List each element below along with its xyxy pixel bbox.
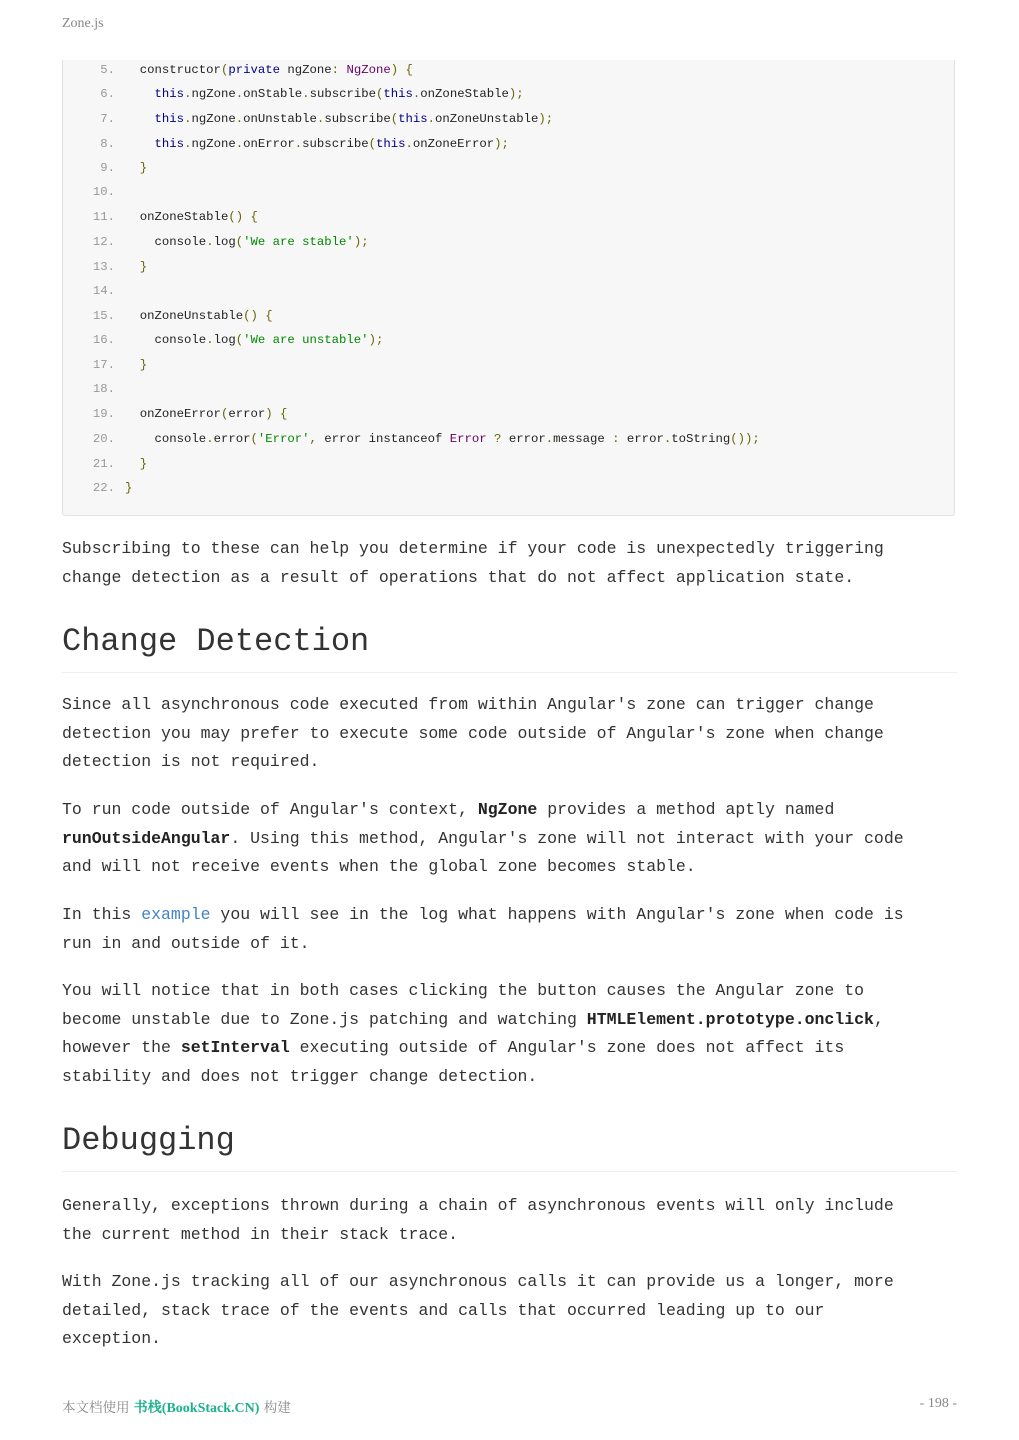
- code-token: this: [154, 137, 185, 151]
- code-line: [63, 330, 383, 350]
- code-token: .: [427, 112, 436, 126]
- code-token: Error: [449, 432, 487, 446]
- page-number: - 198 -: [919, 1396, 957, 1411]
- code-token: error: [213, 432, 251, 446]
- code-token: (: [375, 87, 384, 101]
- code-token: constructor: [139, 63, 221, 77]
- code-token: .: [405, 137, 413, 151]
- code-token: .: [545, 432, 554, 446]
- code-token: );: [538, 112, 554, 126]
- code-token: (: [235, 333, 244, 347]
- code-token: ): [390, 63, 399, 77]
- code-token: .: [184, 112, 192, 126]
- code-token: }: [125, 481, 133, 495]
- code-token: [487, 432, 494, 446]
- code-token: onZoneError: [139, 407, 221, 421]
- code-line: [63, 404, 287, 424]
- code-token: .: [235, 112, 244, 126]
- code-token: error: [501, 432, 546, 446]
- run-outside-angular-term: runOutsideAngular: [62, 828, 231, 848]
- code-token: (): [243, 309, 258, 323]
- code-token: this: [398, 112, 428, 126]
- code-token: }: [139, 161, 148, 175]
- code-token: log: [213, 235, 236, 249]
- code-token: (: [368, 137, 376, 151]
- line-number: 11.: [92, 210, 115, 224]
- code-token: onZoneStable: [139, 210, 229, 224]
- code-token: ?: [494, 432, 502, 446]
- line-number: 6.: [100, 87, 115, 101]
- code-token: this: [383, 87, 413, 101]
- code-token: [125, 432, 155, 446]
- code-token: ngZone: [280, 63, 332, 77]
- code-token: (: [220, 407, 229, 421]
- code-token: onZoneError: [412, 137, 495, 151]
- line-number: 19.: [92, 407, 115, 421]
- code-token: toString: [671, 432, 731, 446]
- line-number: 8.: [100, 137, 115, 151]
- code-token: {: [265, 309, 273, 323]
- code-token: ngZone: [191, 87, 236, 101]
- code-line: [63, 429, 760, 449]
- code-line: [63, 379, 125, 399]
- bookstack-link[interactable]: 书栈(BookStack.CN): [133, 1401, 260, 1416]
- paragraph-run-outside: To run code outside of Angular's context, NgZone provides a method aptly named runOutsideAngular. Using this method, Angular's zone will not interact with your code and will not receive events when the global zone becomes stable.: [62, 800, 904, 876]
- code-token: [125, 235, 155, 249]
- code-token: );: [368, 333, 384, 347]
- code-token: .: [302, 87, 310, 101]
- code-token: {: [280, 407, 288, 421]
- code-line: [63, 281, 125, 301]
- code-line: [63, 257, 147, 277]
- code-token: onZoneStable: [420, 87, 509, 101]
- code-token: onUnstable: [243, 112, 317, 126]
- code-token: [125, 161, 140, 175]
- code-token: onStable: [243, 87, 303, 101]
- code-token: error instanceof: [316, 432, 450, 446]
- code-token: (: [390, 112, 399, 126]
- code-token: (: [235, 235, 244, 249]
- code-token: subscribe: [309, 87, 376, 101]
- code-token: );: [508, 87, 524, 101]
- code-token: [125, 210, 140, 224]
- code-token: console: [154, 235, 207, 249]
- code-token: this: [375, 137, 406, 151]
- heading-debugging: Debugging: [62, 1121, 957, 1172]
- code-line: [63, 134, 509, 154]
- code-token: [125, 63, 140, 77]
- code-line: [63, 158, 147, 178]
- paragraph-notice: You will notice that in both cases clicking the button causes the Angular zone to become unstable due to Zone.js patching and watching HTMLElement.prototype.onclick, however the setInterval executing outside of Angular's zone does not affect its stability and does not trigger change detection.: [62, 981, 884, 1086]
- line-number: 15.: [92, 309, 115, 323]
- code-token: ): [265, 407, 273, 421]
- code-token: console: [154, 432, 207, 446]
- code-token: 'Error': [257, 432, 310, 446]
- code-token: log: [213, 333, 236, 347]
- paragraph-zone-tracking: With Zone.js tracking all of our asynchronous calls it can provide us a longer, more detailed, stack trace of the events and calls that occurred leading up to our exception.: [62, 1272, 894, 1348]
- code-token: this: [154, 112, 185, 126]
- code-token: [125, 112, 155, 126]
- code-line: [63, 306, 273, 326]
- code-token: .: [235, 87, 244, 101]
- code-token: [125, 87, 155, 101]
- line-number: 18.: [92, 382, 115, 396]
- code-token: subscribe: [302, 137, 369, 151]
- code-token: .: [412, 87, 421, 101]
- paragraph-subscribing: Subscribing to these can help you determine if your code is unexpectedly triggering change detection as a result of operations that do not affect application state.: [62, 539, 884, 587]
- line-number: 14.: [92, 284, 115, 298]
- code-token: ngZone: [191, 112, 236, 126]
- code-line: [63, 84, 524, 104]
- code-token: [125, 457, 140, 471]
- code-token: [125, 333, 155, 347]
- code-token: NgZone: [346, 63, 391, 77]
- code-block: [62, 60, 955, 516]
- code-line: [63, 182, 125, 202]
- code-token: .: [206, 333, 214, 347]
- code-token: );: [353, 235, 369, 249]
- paragraph-example: In this example you will see in the log what happens with Angular's zone when code is run in and outside of it.: [62, 905, 904, 953]
- line-number: 9.: [100, 161, 115, 175]
- code-token: [398, 63, 405, 77]
- line-number: 17.: [92, 358, 115, 372]
- line-number: 20.: [92, 432, 115, 446]
- line-number: 7.: [100, 112, 115, 126]
- code-line: [63, 355, 147, 375]
- code-token: onError: [243, 137, 295, 151]
- code-token: .: [184, 137, 192, 151]
- code-token: .: [294, 137, 303, 151]
- code-token: message: [553, 432, 613, 446]
- code-token: }: [139, 457, 148, 471]
- paragraph-async-code: Since all asynchronous code executed from within Angular's zone can trigger change detection you may prefer to execute some code outside of Angular's zone when change detection is not required.: [62, 695, 884, 771]
- heading-change-detection: Change Detection: [62, 622, 957, 673]
- code-token: [125, 407, 140, 421]
- setinterval-term: setInterval: [180, 1038, 290, 1057]
- example-link[interactable]: example: [141, 905, 211, 924]
- code-token: onZoneUnstable: [435, 112, 539, 126]
- code-token: [125, 309, 140, 323]
- line-number: 12.: [92, 235, 115, 249]
- code-line: [63, 232, 369, 252]
- code-token: ngZone: [191, 137, 236, 151]
- code-line: [63, 207, 258, 227]
- code-token: {: [250, 210, 258, 224]
- code-token: .: [235, 137, 244, 151]
- code-token: this: [154, 87, 185, 101]
- code-token: error: [228, 407, 266, 421]
- code-token: .: [184, 87, 192, 101]
- code-token: ());: [730, 432, 760, 446]
- code-line: [63, 60, 413, 80]
- footer-credit: 本文档使用 书栈(BookStack.CN) 构建: [62, 1400, 291, 1416]
- ngzone-term: NgZone: [477, 800, 538, 819]
- header-title: Zone.js: [62, 16, 104, 31]
- code-token: [125, 137, 155, 151]
- code-token: (): [228, 210, 244, 224]
- code-token: console: [154, 333, 207, 347]
- code-token: error: [619, 432, 664, 446]
- code-token: [125, 260, 140, 274]
- code-token: ,: [309, 432, 317, 446]
- code-token: (: [250, 432, 258, 446]
- code-token: .: [316, 112, 325, 126]
- code-line: [63, 454, 147, 474]
- code-line: [63, 478, 132, 498]
- code-token: }: [139, 358, 148, 372]
- code-token: subscribe: [324, 112, 391, 126]
- code-token: private: [228, 63, 280, 77]
- code-token: :: [612, 432, 620, 446]
- line-number: 16.: [92, 333, 115, 347]
- code-token: [125, 358, 140, 372]
- code-token: .: [663, 432, 672, 446]
- code-token: {: [405, 63, 413, 77]
- code-token: .: [206, 235, 214, 249]
- code-token: 'We are stable': [243, 235, 354, 249]
- code-token: 'We are unstable': [243, 333, 369, 347]
- onclick-term: HTMLElement.prototype.onclick: [586, 1009, 874, 1029]
- code-token: :: [331, 63, 340, 77]
- code-line: [63, 109, 553, 129]
- line-number: 13.: [92, 260, 115, 274]
- code-token: (: [220, 63, 229, 77]
- code-token: .: [206, 432, 214, 446]
- code-token: onZoneUnstable: [139, 309, 244, 323]
- code-token: }: [139, 260, 148, 274]
- line-number: 10.: [92, 185, 115, 199]
- line-number: 21.: [92, 457, 115, 471]
- line-number: 22.: [92, 481, 115, 495]
- code-token: [273, 407, 280, 421]
- paragraph-exceptions: Generally, exceptions thrown during a chain of asynchronous events will only include the current method in their stack trace.: [62, 1196, 894, 1244]
- line-number: 5.: [100, 63, 115, 77]
- code-token: );: [494, 137, 509, 151]
